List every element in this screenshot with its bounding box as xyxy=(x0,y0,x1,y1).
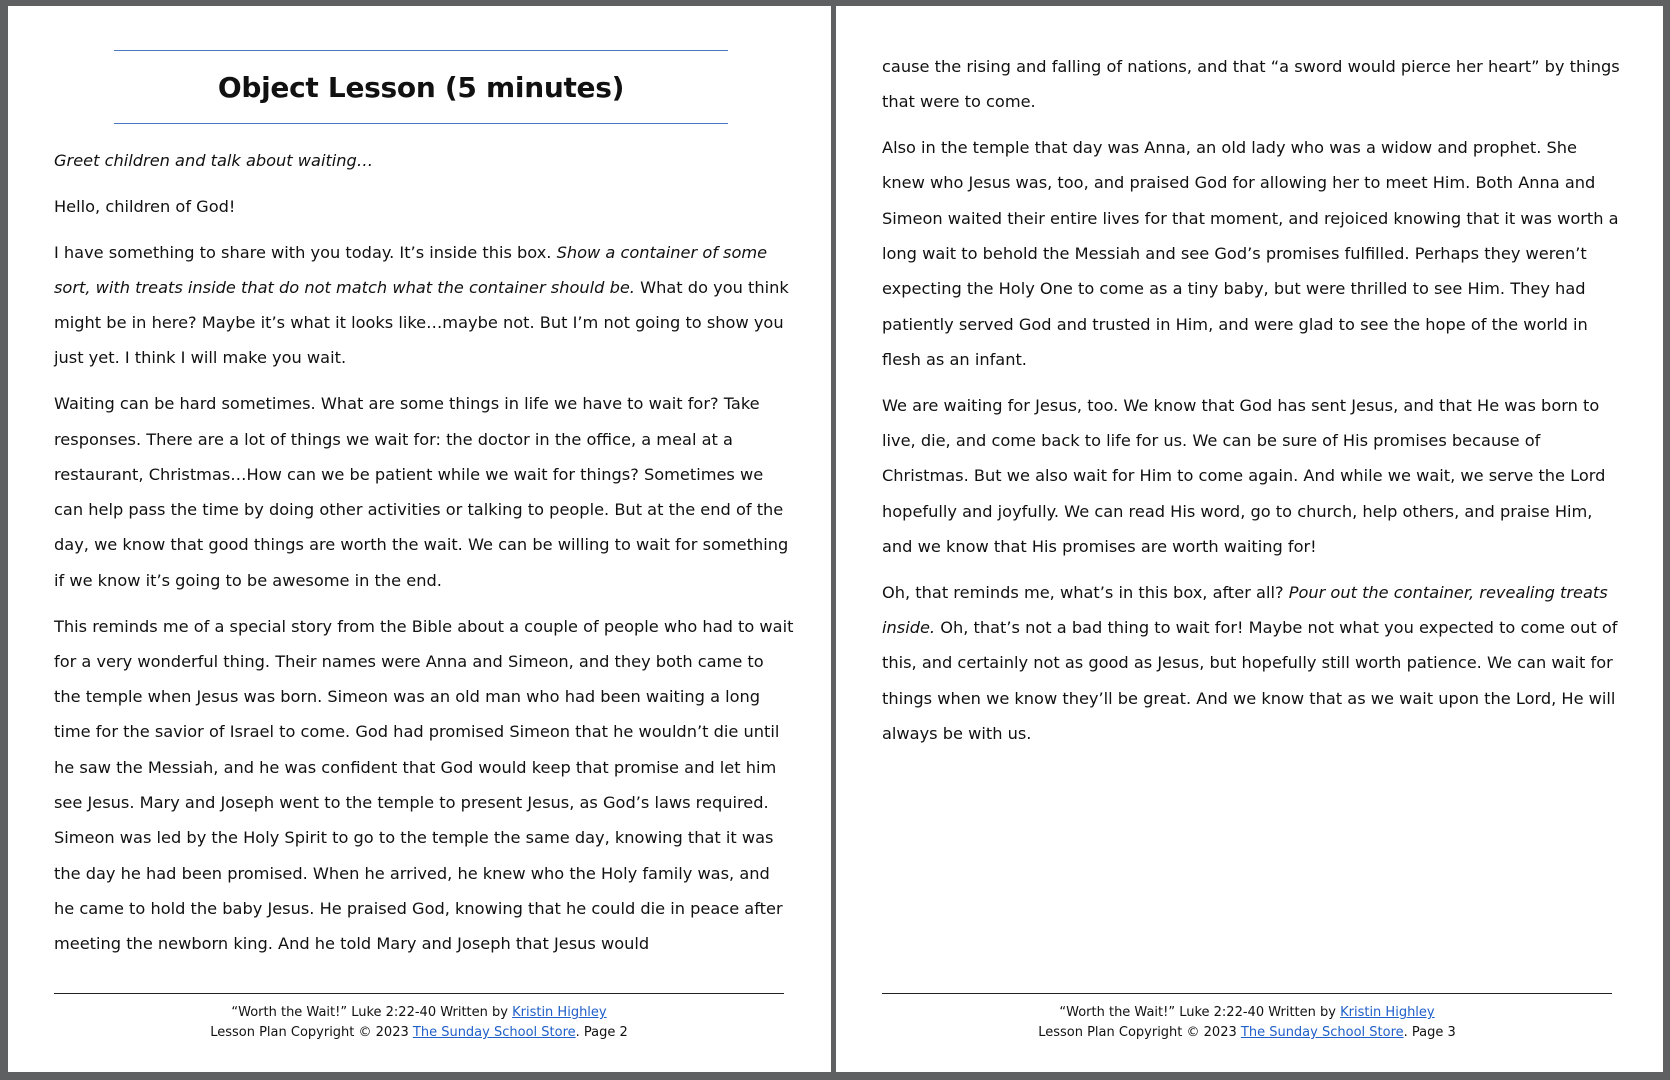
footer-line-1 xyxy=(54,1003,784,1023)
footer-citation: “Worth the Wait!” Luke 2:22-40 Written by xyxy=(1059,1005,1341,1020)
store-link[interactable]: The Sunday School Store xyxy=(412,1025,576,1040)
text-run: Oh, that’s not a bad thing to wait for! Maybe not what you expected to come out of this, and certainly not as good as Jesus, but hopefully still worth patience. We can wait for things when we know they’ll be great. And we know that as we wait upon the Lord, He will always be with us. xyxy=(882,617,1618,743)
footer-line-2 xyxy=(882,1023,1612,1043)
document-page-2 xyxy=(8,6,831,1072)
paragraph: Also in the temple that day was Anna, an old lady who was a widow and prophet. She knew who Jesus was, too, and praised God for allowing her to meet Him. Both Anna and Simeon waited their entire lives for that moment, and rejoiced knowing that it was worth a long wait to behold the Messiah and see God’s promises fulfilled. Perhaps they weren’t expecting the Holy One to come as a tiny baby, but were thrilled to see Him. They had patiently served God and trusted in Him, and were glad to see the hope of the world in flesh as an infant. xyxy=(882,138,1619,369)
page-2-body xyxy=(54,143,794,972)
document-page-3 xyxy=(836,6,1663,1072)
page-footer xyxy=(882,993,1612,1055)
footer-line-2 xyxy=(54,1023,784,1043)
footer-line-1 xyxy=(882,1003,1612,1023)
paragraph: Hello, children of God! xyxy=(54,196,236,216)
paragraph xyxy=(54,235,794,376)
page-number: . Page 2 xyxy=(575,1025,628,1040)
page-number: . Page 3 xyxy=(1403,1025,1456,1040)
italic-instruction: Pour out the container, revealing treats inside. xyxy=(882,582,1608,637)
footer-copyright: Lesson Plan Copyright © 2023 xyxy=(1038,1025,1241,1040)
title-block xyxy=(114,50,728,124)
text-run: What do you think might be in here? Maybe it’s what it looks like…maybe not. But I’m not going to show you just yet. I think I will make you wait. xyxy=(54,277,789,368)
paragraph: cause the rising and falling of nations, and that “a sword would pierce her heart” by things that were to come. xyxy=(882,57,1620,112)
store-link[interactable]: The Sunday School Store xyxy=(1240,1025,1404,1040)
paragraph: Waiting can be hard sometimes. What are some things in life we have to wait for? Take responses. There are a lot of things we wait for: the doctor in the office, a meal at a restaurant, Christmas…How can we be patient while we wait for things? Sometimes we can help pass the time by doing other activities or talking to people. But at the end of the day, we know that good things are worth the wait. We can be willing to wait for something if we know it’s going to be awesome in the end. xyxy=(54,394,789,590)
text-run: I have something to share with you today. It’s inside this box. xyxy=(54,242,557,262)
italic-instruction: Show a container of some sort, with treats inside that do not match what the container should be. xyxy=(54,242,768,297)
page-3-body xyxy=(882,49,1624,762)
paragraph xyxy=(54,143,794,178)
page-title: Object Lesson (5 minutes) xyxy=(217,70,625,104)
author-link[interactable]: Kristin Highley xyxy=(512,1005,607,1020)
footer-citation: “Worth the Wait!” Luke 2:22-40 Written by xyxy=(231,1005,513,1020)
page-footer xyxy=(54,993,784,1055)
text-run: Oh, that reminds me, what’s in this box, after all? xyxy=(882,582,1289,602)
author-link[interactable]: Kristin Highley xyxy=(1340,1005,1435,1020)
paragraph: We are waiting for Jesus, too. We know that God has sent Jesus, and that He was born to live, die, and come back to life for us. We can be sure of His promises because of Christmas. But we also wait for Him to come again. And while we wait, we serve the Lord hopefully and joyfully. We can read His word, go to church, help others, and praise Him, and we know that His promises are worth waiting for! xyxy=(882,395,1606,556)
paragraph xyxy=(882,575,1624,751)
paragraph: This reminds me of a special story from the Bible about a couple of people who had to wait for a very wonderful thing. Their names were Anna and Simeon, and they both came to the temple when Jesus was born. Simeon was an old man who had been waiting a long time for the savior of Israel to come. God had promised Simeon that he wouldn’t die until he saw the Messiah, and he was confident that God would keep that promise and let him see Jesus. Mary and Joseph went to the temple to present Jesus, as God’s laws required. Simeon was led by the Holy Spirit to go to the temple the same day, knowing that it was the day he had been promised. When he arrived, he knew who the Holy family was, and he came to hold the baby Jesus. He praised God, knowing that he could die in peace after meeting the newborn king. And he told Mary and Joseph that Jesus would xyxy=(54,616,794,954)
italic-instruction: Greet children and talk about waiting… xyxy=(54,151,374,170)
footer-copyright: Lesson Plan Copyright © 2023 xyxy=(210,1025,413,1040)
